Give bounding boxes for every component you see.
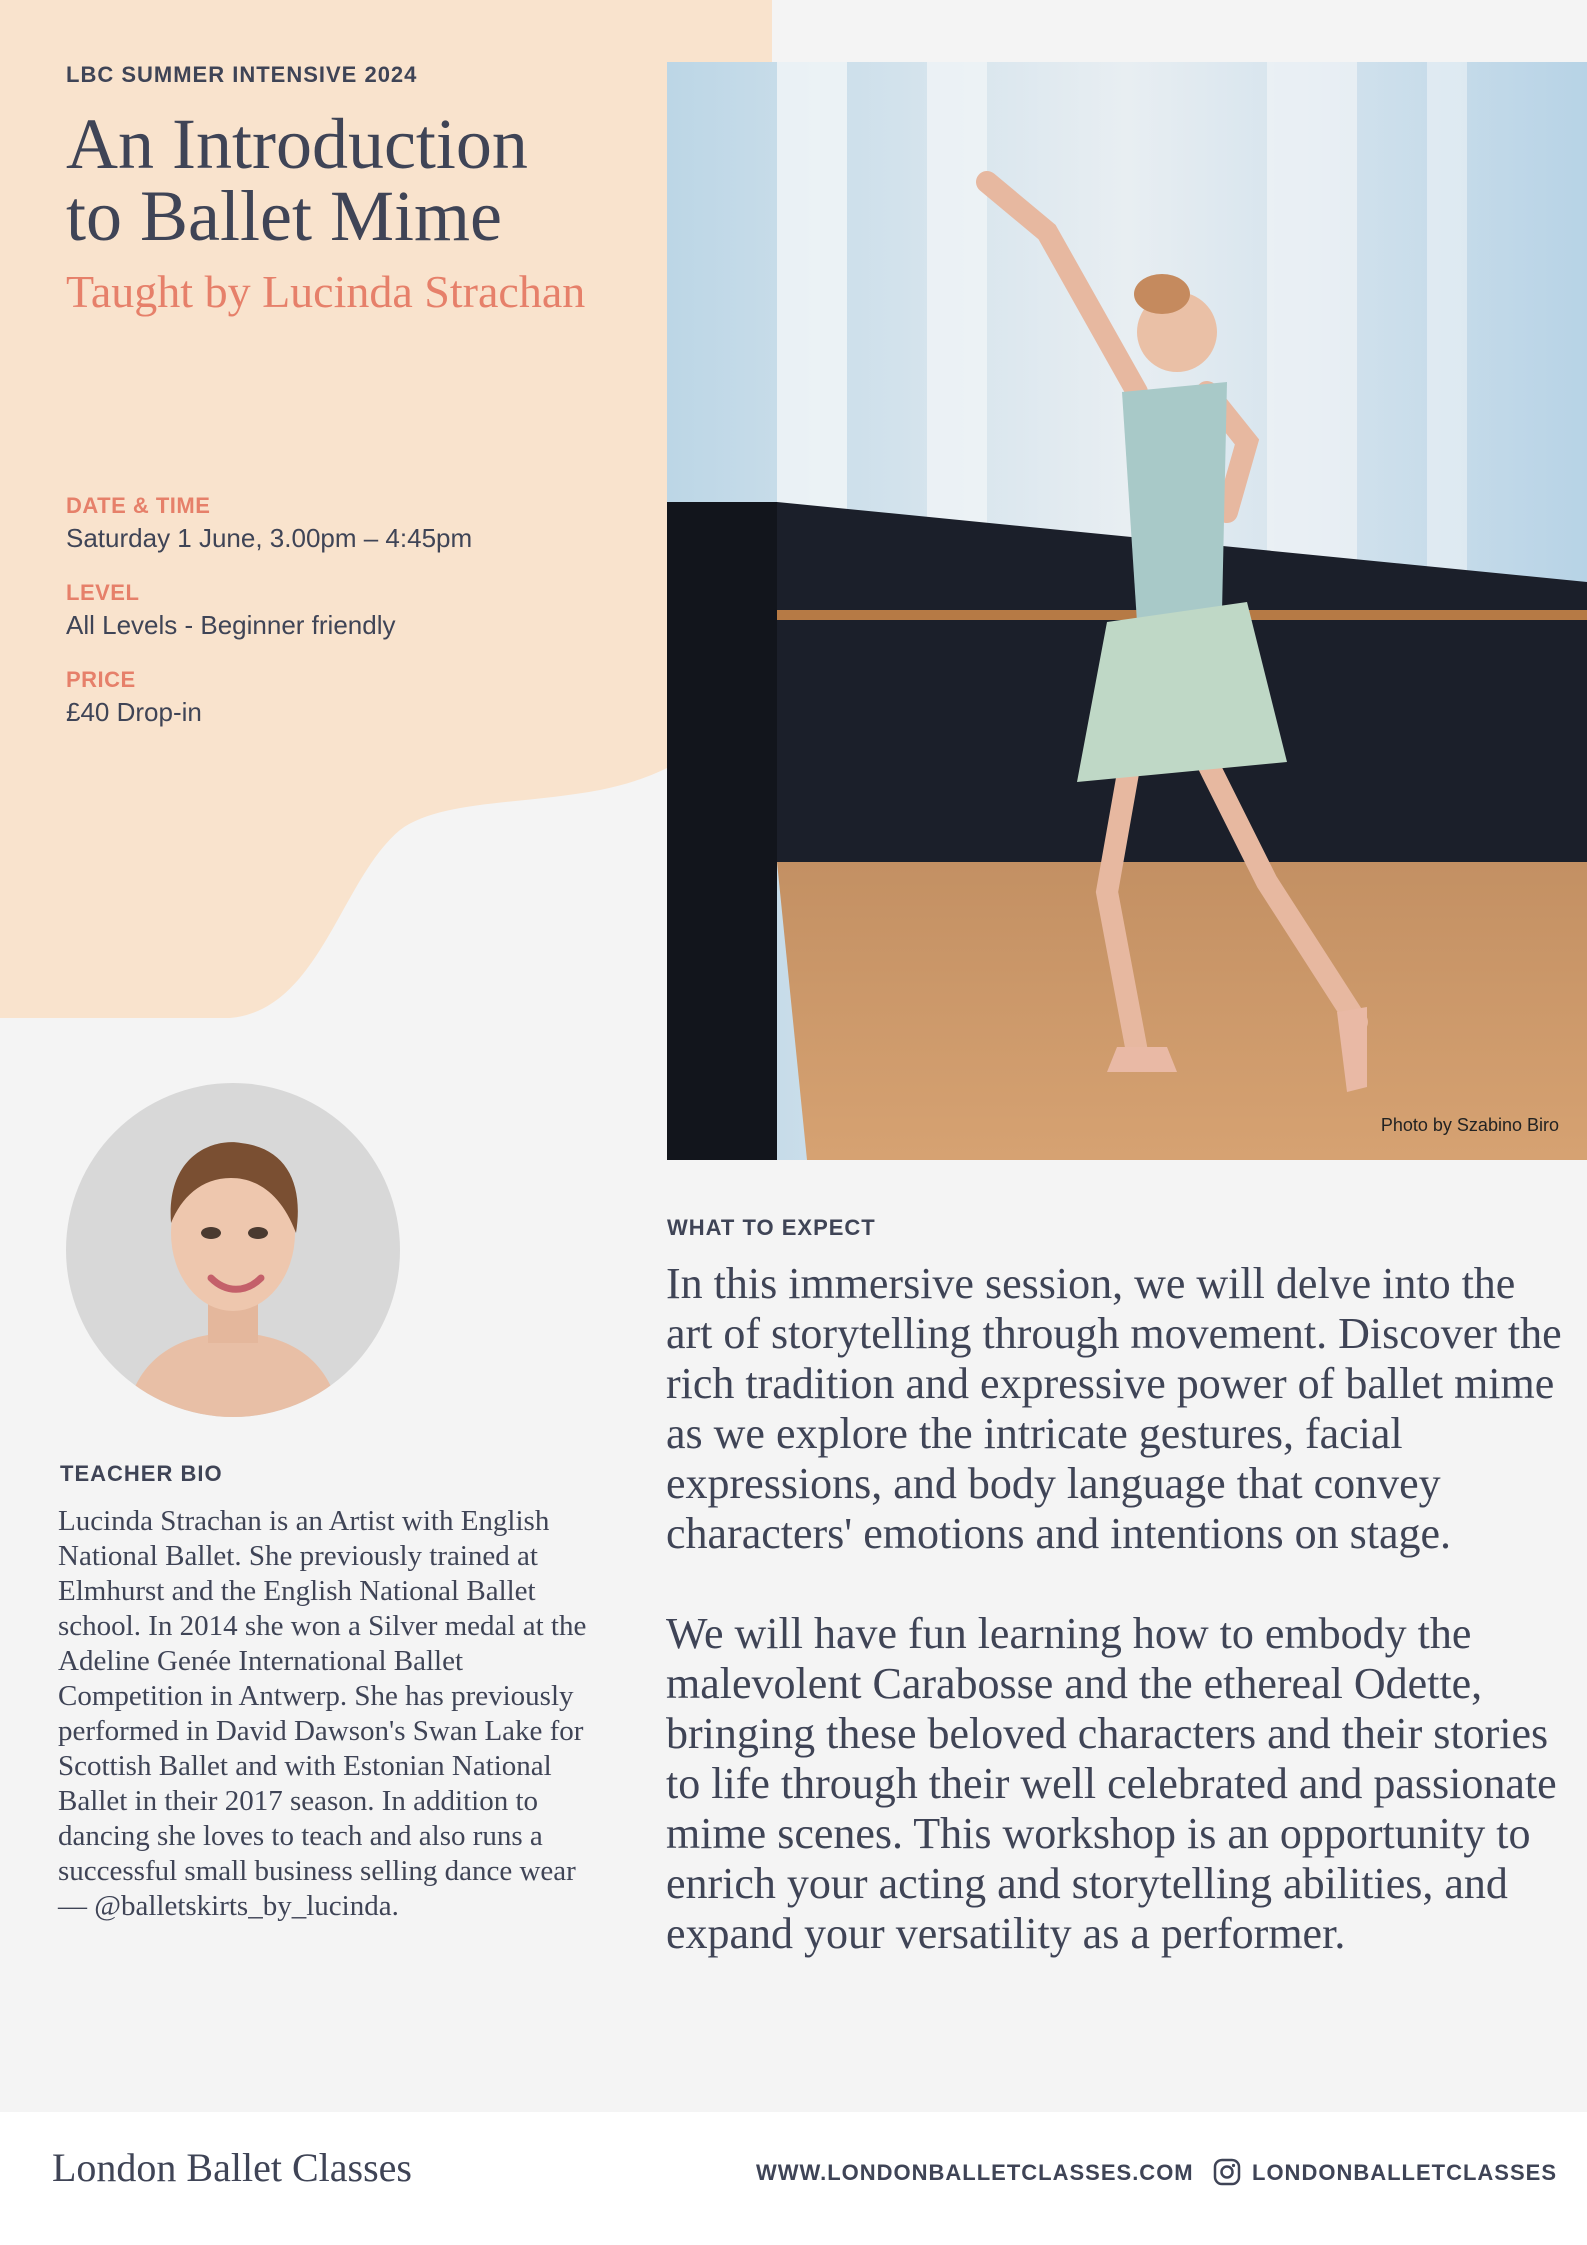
detail-label: DATE & TIME <box>66 493 211 518</box>
title-line-2: to Ballet Mime <box>66 176 502 256</box>
detail-date-time <box>66 493 472 554</box>
detail-value: All Levels - Beginner friendly <box>66 610 396 640</box>
page-title <box>66 104 706 256</box>
detail-value: £40 Drop-in <box>66 697 202 727</box>
expect-paragraph-1: In this immersive session, we will delve into the art of storytelling through movement. Discover the rich tradition and expressive power of ballet mime as we explore the intricate gestures, facial expressions, and body language that convey characters' emotions and intentions on stage. <box>666 1259 1562 1558</box>
dancer-illustration <box>667 62 1587 1160</box>
teacher-bio-heading: TEACHER BIO <box>60 1461 223 1486</box>
instagram-icon <box>1213 2158 1241 2186</box>
teacher-portrait <box>66 1083 400 1417</box>
teacher-subtitle: Taught by Lucinda Strachan <box>66 266 586 317</box>
website-link[interactable]: WWW.LONDONBALLETCLASSES.COM <box>756 2160 1194 2185</box>
detail-value: Saturday 1 June, 3.00pm – 4:45pm <box>66 523 473 553</box>
event-eyebrow: LBC SUMMER INTENSIVE 2024 <box>66 62 418 87</box>
expect-paragraph-2: We will have fun learning how to embody the malevolent Carabosse and the ethereal Odette, bringing these beloved characters and their stories to life through their well celebrated and passionate mime scenes. This workshop is an opportunity to enrich your acting and storytelling abilities, and expand your versatility as a performer. <box>666 1609 1557 1958</box>
title-line-1: An Introduction <box>66 104 528 184</box>
dancer-photo <box>667 62 1587 1160</box>
instagram-handle-link[interactable]: LONDONBALLETCLASSES <box>1252 2160 1557 2185</box>
teacher-bio-text: Lucinda Strachan is an Artist with English National Ballet. She previously trained at Elmhurst and the English National Ballet school. In 2014 she won a Silver medal at the Adeline Genée International Ballet Competition in Antwerp. She has previously performed in David Dawson's Swan Lake for Scottish Ballet and with Estonian National Ballet in their 2017 season. In addition to dancing she loves to teach and also runs a successful small business selling dance wear — @balletskirts_by_lucinda. <box>58 1505 587 1922</box>
detail-level <box>66 580 396 641</box>
what-to-expect-text <box>666 1259 1566 2009</box>
what-to-expect-heading: WHAT TO EXPECT <box>667 1215 876 1240</box>
photo-credit: Photo by Szabino Biro <box>1380 1115 1559 1135</box>
detail-label: LEVEL <box>66 580 140 605</box>
brand-logo-text: London Ballet Classes <box>52 2145 412 2190</box>
detail-label: PRICE <box>66 667 136 692</box>
teacher-avatar <box>66 1083 400 1417</box>
detail-price <box>66 667 202 728</box>
